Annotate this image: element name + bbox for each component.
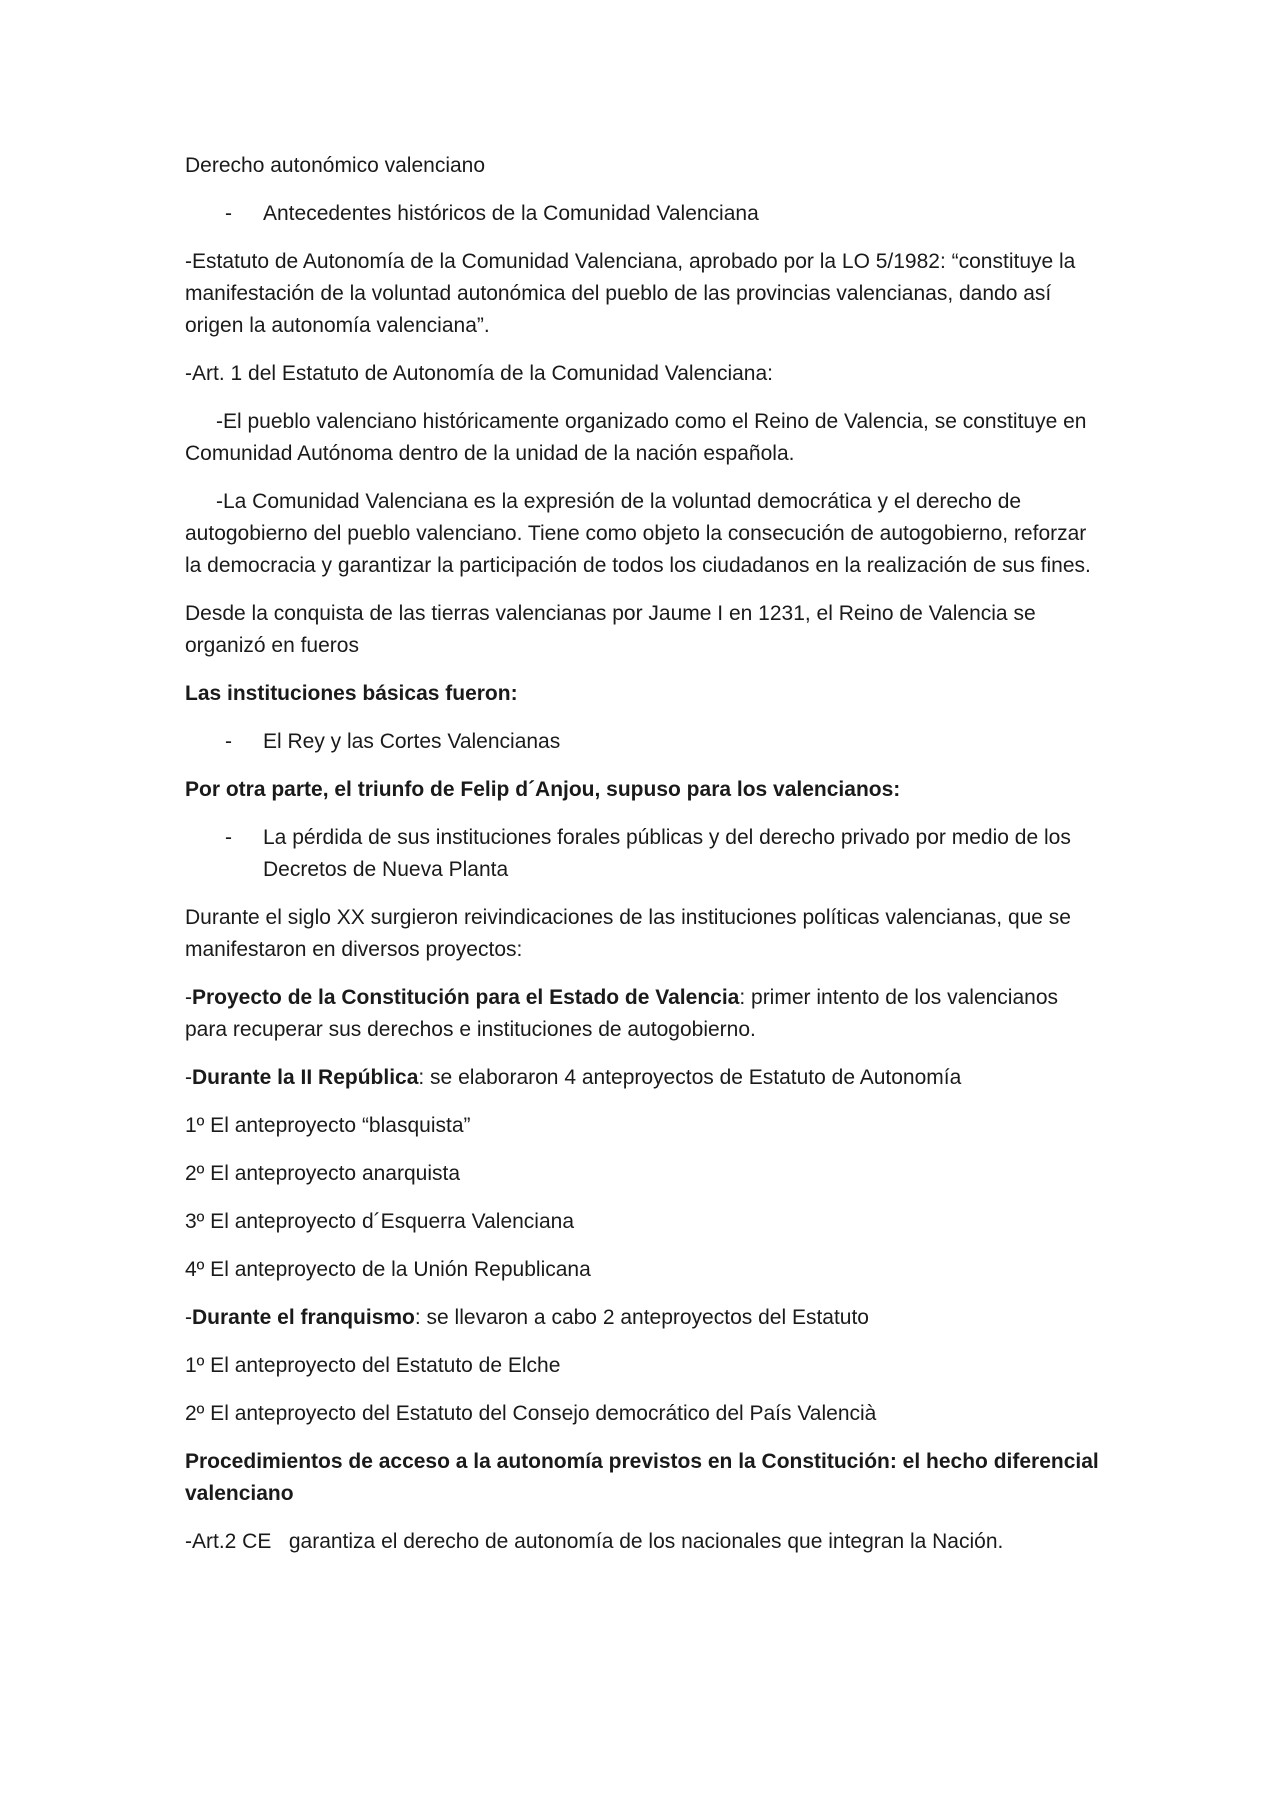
bold-phrase: Durante la II República	[192, 1066, 419, 1089]
list-item	[185, 198, 1105, 230]
paragraph-rest: : se elaboraron 4 anteproyectos de Estatuto de Autonomía	[418, 1066, 962, 1089]
document-page	[185, 150, 1105, 1574]
paragraph-republica	[185, 1062, 1105, 1094]
paragraph-conquista: Desde la conquista de las tierras valencianas por Jaume I en 1231, el Reino de Valencia se organizó en fueros	[185, 602, 1036, 657]
list-dash: -	[225, 202, 232, 225]
list-item	[185, 822, 1105, 886]
document-title: Derecho autonómico valenciano	[185, 154, 486, 177]
paragraph-rest: : se llevaron a cabo 2 anteproyectos del Estatuto	[414, 1306, 869, 1329]
heading-felip: Por otra parte, el triunfo de Felip d´Anjou, supuso para los valencianos:	[185, 778, 901, 801]
paragraph-rest: : primer intento de los valencianos para recuperar sus derechos e instituciones de autogobierno.	[185, 986, 1059, 1041]
franquismo-item-2: 2º El anteproyecto del Estatuto del Consejo democrático del País Valencià	[185, 1402, 877, 1425]
list-dash: -	[225, 826, 232, 849]
bold-phrase: Proyecto de la Constitución para el Estado de Valencia	[192, 986, 740, 1009]
heading-procedimientos: Procedimientos de acceso a la autonomía previstos en la Constitución: el hecho diferencial valenciano	[185, 1450, 1099, 1505]
paragraph-art2: -Art.2 CE garantiza el derecho de autonomía de los nacionales que integran la Nación.	[185, 1530, 1004, 1553]
list-dash: -	[225, 730, 232, 753]
paragraph-art1-point2: -La Comunidad Valenciana es la expresión de la voluntad democrática y el derecho de autogobierno del pueblo valenciano. Tiene como objeto la consecución de autogobierno, reforzar la democracia y garantizar la participación de todos los ciudadanos en la realización de sus fines.	[185, 490, 1091, 577]
republica-item-4: 4º El anteproyecto de la Unión Republicana	[185, 1258, 591, 1281]
republica-item-3: 3º El anteproyecto d´Esquerra Valenciana	[185, 1210, 575, 1233]
paragraph-art1-heading: -Art. 1 del Estatuto de Autonomía de la Comunidad Valenciana:	[185, 362, 773, 385]
list-item-text: La pérdida de sus instituciones forales públicas y del derecho privado por medio de los Decretos de Nueva Planta	[263, 826, 1071, 881]
list-item-text: El Rey y las Cortes Valencianas	[263, 730, 561, 753]
prefix-dash: -	[185, 986, 192, 1009]
prefix-dash: -	[185, 1066, 192, 1089]
republica-item-2: 2º El anteproyecto anarquista	[185, 1162, 461, 1185]
republica-item-1: 1º El anteproyecto “blasquista”	[185, 1114, 471, 1137]
paragraph-proyecto	[185, 982, 1105, 1046]
prefix-dash: -	[185, 1306, 192, 1329]
paragraph-siglo-xx: Durante el siglo XX surgieron reivindicaciones de las instituciones políticas valencianas, que se manifestaron en diversos proyectos:	[185, 906, 1071, 961]
paragraph-art1-point1: -El pueblo valenciano históricamente organizado como el Reino de Valencia, se constituye en Comunidad Autónoma dentro de la unidad de la nación española.	[185, 410, 1087, 465]
heading-instituciones: Las instituciones básicas fueron:	[185, 682, 518, 705]
bold-phrase: Durante el franquismo	[192, 1306, 415, 1329]
list-item	[185, 726, 1105, 758]
list-item-text: Antecedentes históricos de la Comunidad Valenciana	[263, 202, 759, 225]
franquismo-item-1: 1º El anteproyecto del Estatuto de Elche	[185, 1354, 561, 1377]
paragraph-franquismo	[185, 1302, 1105, 1334]
paragraph-estatuto: -Estatuto de Autonomía de la Comunidad Valenciana, aprobado por la LO 5/1982: “constituye la manifestación de la voluntad autonómica del pueblo de las provincias valencianas, dando así origen la autonomía valenciana”.	[185, 250, 1076, 337]
